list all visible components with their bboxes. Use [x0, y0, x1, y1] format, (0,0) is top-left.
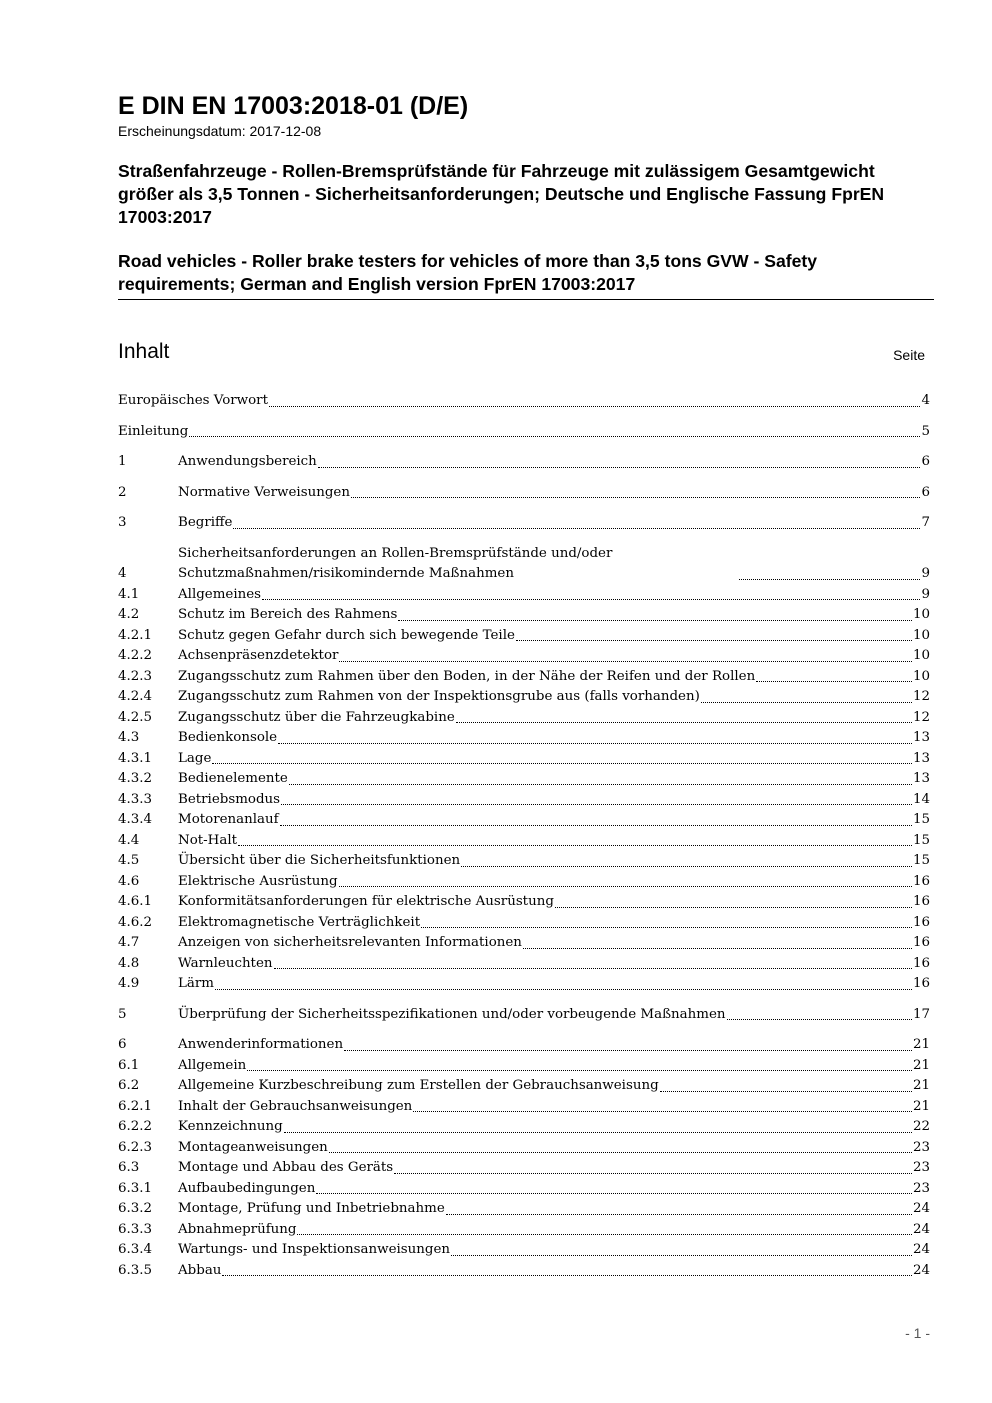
- toc-leader-dots: [297, 1234, 911, 1235]
- toc-leader-dots: [318, 467, 921, 468]
- toc-header: [118, 340, 934, 370]
- toc-entry-label: Überprüfung der Sicherheitsspezifikationen und/oder vorbeugende Maßnahmen: [178, 1006, 726, 1022]
- toc-entry[interactable]: [118, 769, 930, 790]
- toc-leader-dots: [284, 1132, 912, 1133]
- toc-entry[interactable]: [118, 483, 930, 504]
- toc-entry-page: 23: [912, 1139, 930, 1155]
- toc-entry-page: 24: [912, 1242, 930, 1257]
- toc-leader-dots: [421, 927, 912, 928]
- toc-entry-label: Abbau: [178, 1262, 222, 1278]
- toc-entry-number: 6.1: [118, 1057, 140, 1073]
- toc-entry[interactable]: [118, 749, 930, 770]
- toc-entry-label: Montage, Prüfung und Inbetriebnahme: [178, 1201, 445, 1216]
- toc-entry-label: Elektromagnetische Verträglichkeit: [178, 914, 421, 930]
- toc-entry-label: Normative Verweisungen: [178, 484, 350, 500]
- toc-entry-number: 4.3: [118, 730, 140, 745]
- toc-entry[interactable]: [118, 810, 930, 831]
- document-page: [118, 92, 934, 1281]
- toc-entry-page: 16: [912, 914, 930, 930]
- toc-entry-number: 4.6.2: [118, 914, 153, 930]
- toc-entry-number: 4.1: [118, 586, 140, 602]
- toc-entry-number: 4.2.5: [118, 709, 153, 725]
- toc-title: Inhalt: [118, 340, 170, 363]
- toc-entry-label: Zugangsschutz zum Rahmen über den Boden, in der Nähe der Reifen und der Rollen: [178, 668, 756, 684]
- toc-entry-label: Montageanweisungen: [178, 1139, 328, 1155]
- toc-leader-dots: [456, 722, 912, 723]
- toc-entry-number: 4.7: [118, 935, 140, 950]
- toc-entry-label: Übersicht über die Sicherheitsfunktionen: [178, 853, 461, 868]
- toc-entry-page: 17: [912, 1006, 930, 1022]
- toc-entry-number: 4.5: [118, 853, 140, 868]
- toc-entry[interactable]: [118, 708, 930, 729]
- toc-entry[interactable]: [118, 422, 930, 443]
- toc-leader-dots: [555, 907, 912, 908]
- toc-entry-page: 16: [912, 935, 930, 950]
- toc-entry[interactable]: [118, 687, 930, 708]
- toc-leader-dots: [262, 599, 920, 600]
- toc-entry-page: 24: [912, 1201, 930, 1216]
- toc-entry[interactable]: [118, 1076, 930, 1097]
- toc-entry-page: 9: [921, 566, 930, 581]
- toc-entry-label: Lage: [178, 750, 212, 766]
- toc-entry-page: 13: [912, 771, 930, 786]
- toc-entry-label: Allgemeines: [178, 586, 262, 602]
- toc-page-label: Seite: [893, 347, 925, 363]
- toc-entry-page: 10: [912, 668, 930, 684]
- toc-entry[interactable]: [118, 1138, 930, 1159]
- toc-entry-page: 22: [912, 1119, 930, 1134]
- toc-entry-number: 4: [118, 566, 127, 581]
- toc-entry[interactable]: [118, 391, 930, 412]
- toc-entry-label: Motorenanlauf: [178, 812, 279, 827]
- toc-entry-page: 15: [912, 853, 930, 868]
- toc-entry-label: Achsenpräsenzdetektor: [178, 648, 339, 663]
- toc-entry[interactable]: [118, 933, 930, 954]
- toc-entry[interactable]: [118, 954, 930, 975]
- toc-entry-number: 4.4: [118, 832, 140, 848]
- toc-entry-number: 4.2.3: [118, 668, 153, 684]
- toc-entry[interactable]: [118, 728, 930, 749]
- toc-entry[interactable]: [118, 1261, 930, 1282]
- toc-leader-dots: [398, 620, 912, 621]
- toc-entry-number: 4.3.4: [118, 812, 153, 827]
- toc-leader-dots: [278, 743, 912, 744]
- toc-entry[interactable]: [118, 513, 930, 534]
- toc-entry-label: Zugangsschutz über die Fahrzeugkabine: [178, 709, 455, 725]
- toc-entry-number: 1: [118, 454, 127, 469]
- toc-entry-number: 4.3.2: [118, 771, 153, 786]
- toc-entry-label: Abnahmeprüfung: [178, 1221, 297, 1237]
- toc-entry-page: 23: [912, 1180, 930, 1196]
- toc-entry-label: Inhalt der Gebrauchsanweisungen: [178, 1098, 413, 1114]
- toc-entry[interactable]: [118, 1005, 930, 1026]
- toc-entry[interactable]: [118, 1199, 930, 1220]
- toc-leader-dots: [233, 528, 920, 529]
- toc-entry-number: 4.8: [118, 955, 140, 971]
- toc-entry-label: Konformitätsanforderungen für elektrische Ausrüstung: [178, 894, 554, 909]
- toc-entry-number: 4.2: [118, 607, 140, 622]
- toc-entry[interactable]: [118, 1056, 930, 1077]
- toc-leader-dots: [274, 968, 912, 969]
- toc-leader-dots: [281, 804, 912, 805]
- toc-entry-label: Schutz im Bereich des Rahmens: [178, 607, 398, 622]
- table-of-contents: [118, 391, 930, 1281]
- toc-entry[interactable]: [118, 544, 930, 585]
- toc-entry-number: 4.2.1: [118, 627, 153, 643]
- toc-entry-number: 4.3.3: [118, 791, 153, 807]
- toc-leader-dots: [413, 1111, 912, 1112]
- toc-entry-label: Lärm: [178, 976, 214, 991]
- toc-entry-number: 6.3.2: [118, 1201, 153, 1216]
- toc-entry-page: 24: [912, 1262, 930, 1278]
- toc-entry-label: Zugangsschutz zum Rahmen von der Inspektionsgrube aus (falls vorhanden): [178, 689, 700, 704]
- toc-entry-number: 4.6: [118, 873, 140, 889]
- toc-entry[interactable]: [118, 790, 930, 811]
- toc-entry-label: Schutz gegen Gefahr durch sich bewegende Teile: [178, 627, 515, 643]
- toc-entry-page: 13: [912, 730, 930, 745]
- toc-entry-number: 4.2.2: [118, 648, 153, 663]
- toc-leader-dots: [238, 845, 912, 846]
- toc-entry-page: 12: [912, 689, 930, 704]
- toc-entry[interactable]: [118, 974, 930, 995]
- toc-entry-page: 21: [912, 1057, 930, 1073]
- toc-entry-label: Not-Halt: [178, 832, 238, 848]
- toc-entry-page: 6: [921, 484, 930, 500]
- toc-entry-page: 13: [912, 750, 930, 766]
- toc-entry[interactable]: [118, 1220, 930, 1241]
- toc-entry-number: 6.3.1: [118, 1180, 153, 1196]
- toc-entry-number: 6.2.2: [118, 1119, 153, 1134]
- toc-entry-page: 10: [912, 627, 930, 643]
- toc-entry-page: 23: [912, 1160, 930, 1175]
- toc-entry[interactable]: [118, 1158, 930, 1179]
- toc-entry-page: 14: [912, 791, 930, 807]
- toc-entry-label: Europäisches Vorwort: [118, 393, 268, 408]
- toc-entry-page: 9: [921, 586, 930, 602]
- toc-entry[interactable]: [118, 831, 930, 852]
- toc-entry[interactable]: [118, 1097, 930, 1118]
- toc-entry-page: 16: [912, 894, 930, 909]
- toc-entry-number: 2: [118, 484, 127, 500]
- toc-entry-page: 24: [912, 1221, 930, 1237]
- toc-entry-number: 6.2.3: [118, 1139, 153, 1155]
- toc-entry-label: Einleitung: [118, 423, 189, 439]
- toc-entry[interactable]: [118, 1117, 930, 1138]
- toc-entry-page: 4: [921, 393, 930, 408]
- toc-entry-label: Anwendungsbereich: [178, 454, 317, 469]
- document-id: E DIN EN 17003:2018-01 (D/E): [118, 92, 469, 120]
- toc-entry-page: 5: [921, 423, 930, 439]
- toc-entry-page: 16: [912, 976, 930, 991]
- toc-leader-dots: [727, 1019, 912, 1020]
- toc-leader-dots: [351, 497, 921, 498]
- toc-entry-page: 15: [912, 832, 930, 848]
- toc-entry-number: 4.9: [118, 976, 140, 991]
- toc-leader-dots: [701, 702, 912, 703]
- toc-entry-number: 6.3.5: [118, 1262, 153, 1278]
- toc-leader-dots: [316, 1193, 912, 1194]
- toc-entry-page: 10: [912, 648, 930, 663]
- toc-entry-page: 6: [921, 454, 930, 469]
- toc-leader-dots: [446, 1214, 912, 1215]
- toc-entry[interactable]: [118, 892, 930, 913]
- toc-entry-number: 4.3.1: [118, 750, 153, 766]
- toc-leader-dots: [461, 866, 912, 867]
- toc-entry-label: Anzeigen von sicherheitsrelevanten Informationen: [178, 935, 522, 950]
- toc-leader-dots: [329, 1152, 912, 1153]
- toc-entry[interactable]: [118, 1179, 930, 1200]
- toc-entry[interactable]: [118, 1035, 930, 1056]
- toc-leader-dots: [189, 436, 920, 437]
- toc-entry-page: 15: [912, 812, 930, 827]
- toc-leader-dots: [394, 1173, 912, 1174]
- toc-entry-number: 6: [118, 1037, 127, 1052]
- toc-entry-label: Elektrische Ausrüstung: [178, 873, 338, 889]
- toc-entry-page: 21: [912, 1078, 930, 1093]
- toc-leader-dots: [739, 579, 920, 580]
- toc-entry-label: Allgemeine Kurzbeschreibung zum Erstellen der Gebrauchsanweisung: [178, 1078, 659, 1093]
- toc-entry-label: Anwenderinformationen: [178, 1037, 344, 1052]
- toc-leader-dots: [516, 640, 912, 641]
- toc-entry[interactable]: [118, 851, 930, 872]
- toc-entry-page: 16: [912, 873, 930, 889]
- toc-entry-label: Sicherheitsanforderungen an Rollen-Bremsprüfstände und/oder Schutzmaßnahmen/risikomindernde Maßnahmen: [178, 545, 613, 581]
- toc-entry-number: 5: [118, 1006, 127, 1022]
- toc-entry-number: 6.2: [118, 1078, 140, 1093]
- toc-entry-number: 6.2.1: [118, 1098, 153, 1114]
- page-number: - 1 -: [905, 1325, 930, 1341]
- toc-entry[interactable]: [118, 1240, 930, 1261]
- toc-leader-dots: [289, 784, 912, 785]
- toc-leader-dots: [660, 1091, 912, 1092]
- toc-leader-dots: [215, 989, 912, 990]
- toc-entry[interactable]: [118, 913, 930, 934]
- toc-entry-label: Montage und Abbau des Geräts: [178, 1160, 394, 1175]
- toc-leader-dots: [339, 886, 912, 887]
- toc-entry-number: 4.2.4: [118, 689, 153, 704]
- toc-entry[interactable]: [118, 646, 930, 667]
- toc-entry-label: Warnleuchten: [178, 955, 273, 971]
- toc-leader-dots: [212, 763, 912, 764]
- publication-date: Erscheinungsdatum: 2017-12-08: [118, 123, 322, 139]
- toc-entry[interactable]: [118, 585, 930, 606]
- toc-entry-page: 16: [912, 955, 930, 971]
- toc-leader-dots: [523, 948, 912, 949]
- toc-entry[interactable]: [118, 667, 930, 688]
- toc-entry-page: 21: [912, 1098, 930, 1114]
- toc-entry[interactable]: [118, 626, 930, 647]
- toc-entry-page: 10: [912, 607, 930, 622]
- title-english: Road vehicles - Roller brake testers for vehicles of more than 3,5 tons GVW - Safety requirements; German and English version FprEN 17003:2017: [118, 250, 934, 300]
- toc-entry[interactable]: [118, 872, 930, 893]
- toc-entry-number: 6.3.4: [118, 1242, 153, 1257]
- toc-entry-page: 21: [912, 1037, 930, 1052]
- toc-leader-dots: [339, 661, 912, 662]
- toc-entry-label: Allgemein: [178, 1057, 247, 1073]
- toc-leader-dots: [756, 681, 912, 682]
- title-german: Straßenfahrzeuge - Rollen-Bremsprüfstände für Fahrzeuge mit zulässigem Gesamtgewicht größer als 3,5 Tonnen - Sicherheitsanforderungen; Deutsche und Englische Fassung FprEN 17003:2017: [118, 161, 885, 227]
- toc-entry-number: 6.3.3: [118, 1221, 153, 1237]
- toc-entry-number: 3: [118, 515, 127, 530]
- toc-entry-label: Bedienelemente: [178, 771, 288, 786]
- toc-entry-label: Aufbaubedingungen: [178, 1180, 316, 1196]
- toc-entry[interactable]: [118, 605, 930, 626]
- toc-leader-dots: [344, 1050, 912, 1051]
- toc-entry-page: 7: [921, 515, 930, 530]
- toc-entry-number: 6.3: [118, 1160, 140, 1175]
- toc-entry-label: Bedienkonsole: [178, 730, 278, 745]
- toc-leader-dots: [247, 1070, 912, 1071]
- toc-entry-number: 4.6.1: [118, 894, 153, 909]
- toc-entry-label: Begriffe: [178, 515, 233, 530]
- toc-entry-label: Kennzeichnung: [178, 1119, 283, 1134]
- toc-entry[interactable]: [118, 452, 930, 473]
- toc-entry-page: 12: [912, 709, 930, 725]
- toc-entry-label: Wartungs- und Inspektionsanweisungen: [178, 1242, 451, 1257]
- toc-leader-dots: [269, 406, 921, 407]
- toc-entry-label: Betriebsmodus: [178, 791, 281, 807]
- toc-leader-dots: [451, 1255, 912, 1256]
- toc-leader-dots: [222, 1275, 912, 1276]
- toc-leader-dots: [280, 825, 912, 826]
